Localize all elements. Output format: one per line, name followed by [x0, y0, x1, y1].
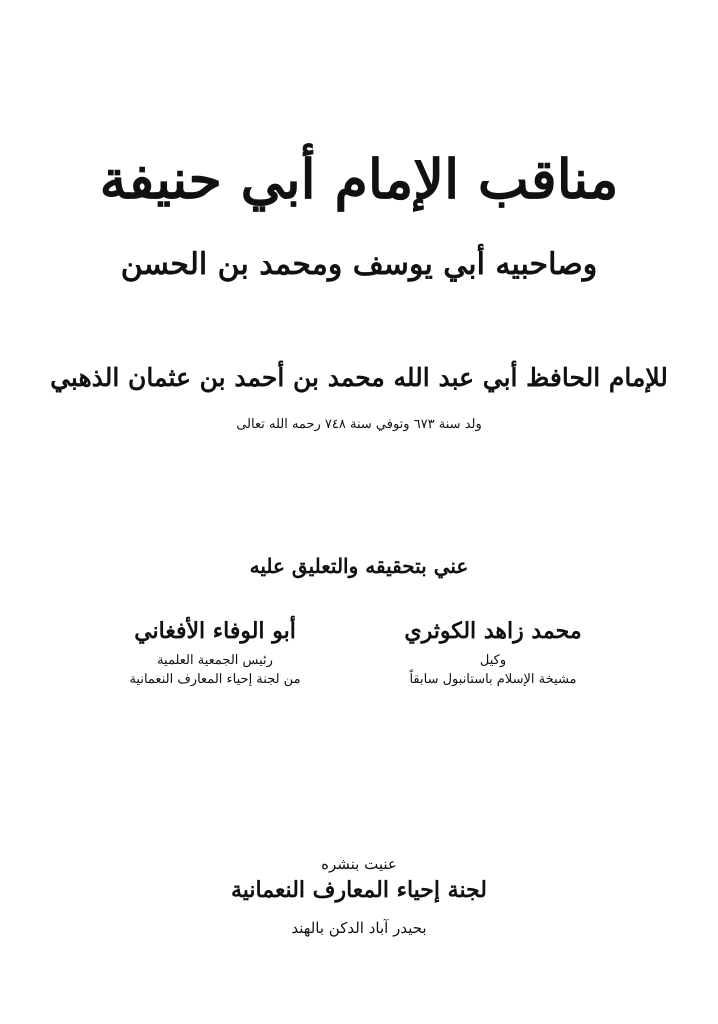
editor-role: رئيس الجمعية العلمية: [157, 653, 273, 669]
author-dates: ولد سنة ٦٧٣ وتوفي سنة ٧٤٨ رحمه الله تعالى: [236, 417, 482, 432]
editing-heading: عني بتحقيقه والتعليق عليه: [249, 554, 469, 578]
editor-name: أبو الوفاء الأفغاني: [134, 618, 296, 644]
author-name: للإمام الحافظ أبي عبد الله محمد بن أحمد بن عثمان الذهبي: [50, 363, 668, 392]
editor-block-kawthari: [378, 618, 608, 690]
publisher-intro: عنيت بنشره: [321, 855, 397, 873]
editor-block-afghani: [100, 618, 330, 690]
editor-role-detail: مشيخة الإسلام باستانبول سابقاً: [409, 672, 577, 688]
editor-role-detail: من لجنة إحياء المعارف النعمانية: [129, 672, 301, 688]
publisher-place: بحيدر آباد الدكن بالهند: [291, 919, 427, 937]
editor-name: محمد زاهد الكوثري: [404, 618, 582, 644]
editor-role: وكيل: [479, 653, 507, 669]
publisher-name: لجنة إحياء المعارف النعمانية: [230, 877, 488, 903]
book-subtitle: وصاحبيه أبي يوسف ومحمد بن الحسن: [120, 247, 598, 282]
book-title: مناقب الإمام أبي حنيفة: [99, 147, 619, 211]
